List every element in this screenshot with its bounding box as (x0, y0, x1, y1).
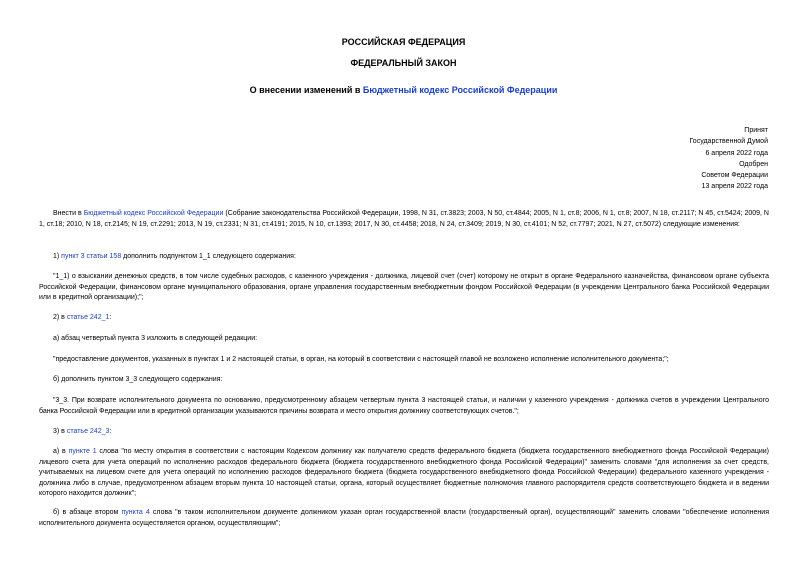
article-242-1-link[interactable]: статье 242_1 (66, 314, 110, 321)
approved-date: 13 апреля 2022 года (701, 183, 768, 191)
item-2-subitem-b-quote: "3_3. При возврате исполнительного документа по основанию, предусмотренному абзацем четвертым пункта 3 настоящей статьи, и наличии у казенного учреждения - должника счетов в учреждении Центрального банка Российской Федерации или в кредитной организации указываются причины возврата и место открытия должнику соответствующих счетов."; (39, 397, 769, 415)
item-3-subitem-b (39, 508, 769, 529)
law-type-heading: ФЕДЕРАЛЬНЫЙ ЗАКОН (350, 58, 457, 68)
item-2-number: 2) в (53, 314, 67, 321)
federation-heading: РОССИЙСКАЯ ФЕДЕРАЦИЯ (341, 37, 466, 47)
item-3-number: 3) в (53, 428, 67, 435)
intro-prefix: Внести в (53, 210, 84, 217)
item-2-subitem-a: а) абзац четвертый пункта 3 изложить в следующей редакции: (53, 335, 258, 342)
law-title (0, 84, 807, 96)
intro-text: (Собрание законодательства Российской Федерации, 1998, N 31, ст.3823; 2003, N 50, ст.4844; 2005, N 1, ст.8; 2006, N 1, ст.8; 2007, N 18, ст.2117; N 45, ст.5424; 2009, N 1, ст.18; 2010, N 18, ст.2145; N 19, ст.2291; 2013, N 19, ст.2331; N 31, ст.4191; 2015, N 10, ст.1393; 2017, N 30, ст.4458; 2018, N 24, ст.3409; 2019, N 30, ст.4101; N 52, ст.7797; 2021, N 27, ст.5072) следующие изменения: (39, 210, 769, 228)
adopted-date: 6 апреля 2022 года (705, 149, 768, 157)
article-242-3-link[interactable]: статье 242_3 (66, 428, 110, 435)
item-2-tail: : (109, 314, 112, 321)
item-3-a-text: слова "по месту открытия в соответствии с настоящим Кодексом должнику как получателю средств федерального бюджета (бюджета государственного внебюджетного фонда Российской Федерации) лицевого счета для учета операций по исполнению расходов федерального бюджета (бюджета государственного внебюджетного фонда Российской Федерации)" заменить словами "для исполнения за счет средств, учитываемых на лицевом счете для учета операций по исполнению расходов федерального бюджета (бюджета государственного внебюджетного фонда Российской Федерации) федерального казенного учреждения - должника либо в случае, предусмотренном абзацем вторым пункта 10 настоящей статьи, органа, который осуществляет бюджетные полномочия главного распорядителя средств соответствующего бюджета и в ведении которого находится должник"; (39, 448, 770, 497)
approved-by: Советом Федерации (701, 172, 768, 180)
item-1-text: дополнить подпунктом 1_1 следующего содержания: (121, 253, 296, 260)
budget-code-title-link[interactable]: Бюджетный кодекс Российской Федерации (362, 85, 558, 95)
budget-code-link[interactable]: Бюджетный кодекс Российской Федерации (83, 210, 224, 217)
item-1-paragraph (39, 252, 769, 263)
item-1-quote: "1_1) о взыскании денежных средств, в том числе судебных расходов, с казенного учреждения - должника, лицевой счет (счет) которому не открыт в органе Федерального казначейства, финансовом органе субъекта Российской Федерации, финансовом органе муниципального образования, органе управления государственным внебюджетным фондом Российской Федерации (в учреждении Центрального банка Российской Федерации или в кредитной организации);"; (39, 273, 769, 301)
item-2-subitem-b: б) дополнить пунктом 3_3 следующего содержания: (53, 376, 223, 383)
adoption-block (689, 125, 768, 193)
approved-label: Одобрен (739, 160, 768, 168)
article-158-link[interactable]: пункт 3 статьи 158 (61, 253, 122, 260)
item-3-paragraph (39, 427, 769, 438)
item-3-subitem-a (39, 447, 769, 500)
intro-paragraph (39, 209, 769, 230)
adopted-by: Государственной Думой (689, 138, 768, 146)
law-title-prefix: О внесении изменений в (249, 85, 363, 95)
adopted-label: Принят (744, 127, 768, 134)
item-2-subitem-a-quote: "предоставление документов, указанных в пунктах 1 и 2 настоящей статьи, в орган, на который в соответствии с настоящей главой не возложено исполнение исполнительного документа;"; (53, 356, 669, 363)
item-2-paragraph (39, 313, 769, 324)
item-3-tail: : (109, 428, 112, 435)
item-3-b-text: слова "в таком исполнительном документе должником указан орган государственной власти (государственный орган), осуществляющий" заменить словами "обеспечение исполнения исполнительного документа осуществляется органом, осуществляющим"; (39, 509, 769, 527)
item-1-number: 1) (53, 253, 62, 260)
item-3-b-prefix: б) в абзаце втором (53, 509, 122, 516)
clause-1-link[interactable]: пункте 1 (68, 448, 97, 455)
clause-4-link[interactable]: пункта 4 (121, 509, 150, 516)
item-3-a-prefix: а) в (53, 448, 69, 455)
